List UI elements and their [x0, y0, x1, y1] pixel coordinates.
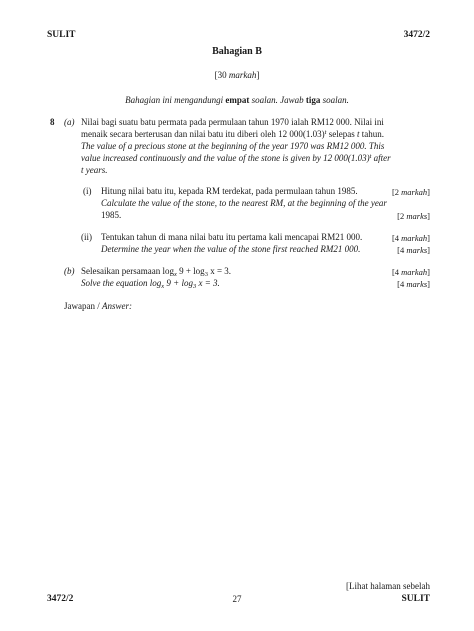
- header-paper-code: 3472/2: [403, 30, 430, 40]
- sub-i-en-line2: 1985.: [101, 210, 122, 220]
- sub-ii-ms-marks: [4 markah]: [391, 233, 430, 243]
- sub-ii-ms: Tentukan tahun di mana nilai batu itu pertama kali mencapai RM21 000.: [101, 232, 363, 242]
- part-b-ms-marks: [4 markah]: [391, 267, 430, 277]
- part-b-en-marks: [4 marks]: [397, 279, 430, 289]
- part-a-label: (a): [64, 117, 75, 127]
- section-instruction: Bahagian ini mengandungi empat soalan. Jawab tiga soalan.: [125, 95, 349, 105]
- part-a-en-line1: The value of a precious stone at the beginning of the year 1970 was RM12 000. This: [81, 141, 385, 151]
- sub-ii-label: (ii): [81, 232, 92, 242]
- answer-label: Jawapan / Answer:: [64, 301, 132, 311]
- sub-i-ms-marks: [2 markah]: [391, 187, 430, 197]
- section-marks: [30 markah]: [214, 70, 260, 80]
- sub-i-en-marks: [2 marks]: [397, 211, 430, 221]
- part-b-en: Solve the equation $\log_x 9 + \log_3 x = 3$.: [81, 278, 220, 290]
- part-a-en-line3: t years.: [81, 165, 108, 175]
- footer-paper-code: 3472/2: [47, 594, 74, 604]
- sub-i-ms: Hitung nilai batu itu, kepada RM terdekat, pada permulaan tahun 1985.: [101, 186, 358, 196]
- footer-classification: SULIT: [401, 594, 430, 604]
- question-number: 8: [50, 117, 55, 127]
- section-marks-text: markah: [228, 70, 257, 80]
- header-classification: SULIT: [47, 30, 76, 40]
- section-title: Bahagian B: [212, 46, 262, 57]
- sub-ii-en: Determine the year when the value of the stone first reached RM21 000.: [101, 244, 361, 254]
- part-a-en-line2: value increased continuously and the value of the stone is given by 12 $000(1.03)^t$ after: [81, 153, 391, 163]
- footer-page-number: 27: [232, 594, 242, 604]
- sub-ii-en-marks: [4 marks]: [397, 245, 430, 255]
- part-b-ms: Selesaikan persamaan $\log_x 9 + \log_3 x = 3$.: [81, 266, 232, 278]
- sub-i-label: (i): [83, 186, 92, 196]
- footer-next-page: [Lihat halaman sebelah: [346, 581, 430, 591]
- part-a-ms-line1: Nilai bagi suatu batu permata pada permulaan tahun 1970 ialah RM12 000. Nilai ini: [81, 117, 384, 127]
- part-b-label: (b): [64, 266, 75, 276]
- part-a-ms-line2: menaik secara berterusan dan nilai batu itu diberi oleh 12 $000(1.03)^t$ selepas t tahun.: [81, 129, 384, 139]
- sub-i-en-line1: Calculate the value of the stone, to the nearest RM, at the beginning of the year: [101, 198, 387, 208]
